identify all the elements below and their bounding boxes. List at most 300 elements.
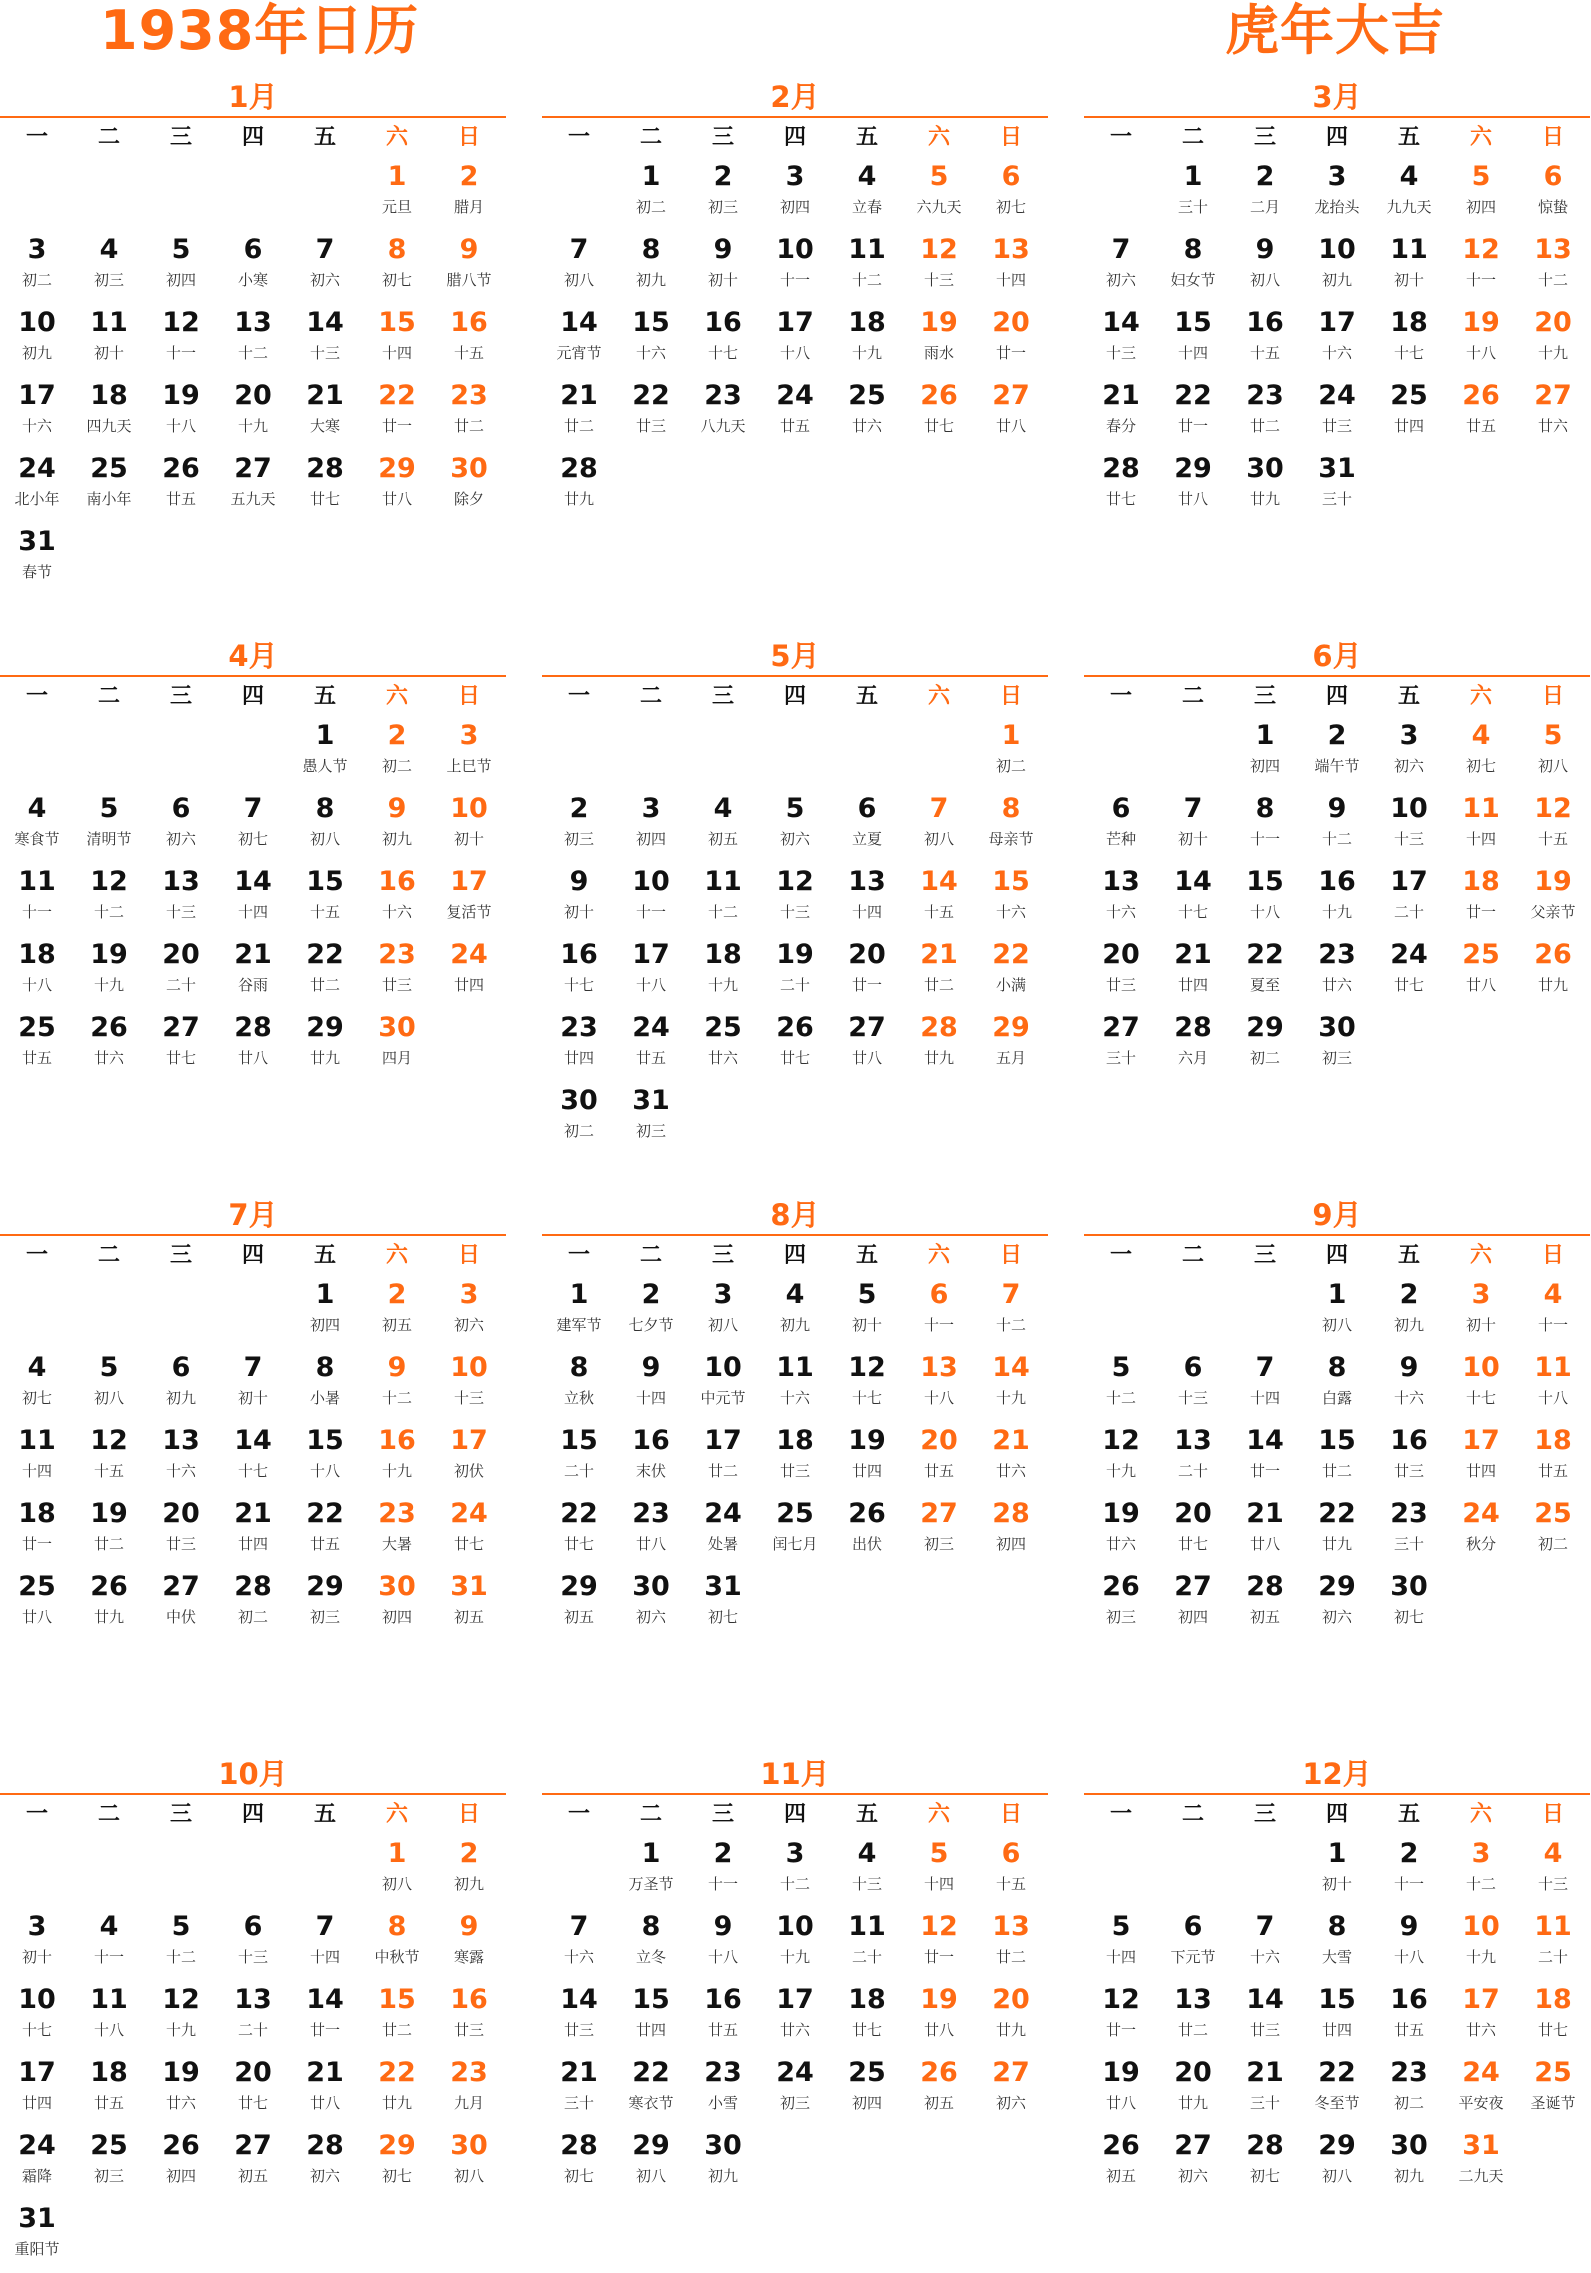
day-number: 1 [1327, 1838, 1347, 1869]
day-cell [145, 936, 217, 1009]
day-cell [903, 936, 975, 1009]
lunar-label: 初六 [1393, 757, 1424, 775]
lunar-label: 初二 [563, 1122, 594, 1140]
weekday-label: 一 [567, 125, 590, 150]
day-cell [145, 863, 217, 936]
lunar-label: 十六 [635, 344, 666, 362]
day-cell [1517, 1981, 1589, 2054]
day-number: 10 [1390, 793, 1428, 824]
day-number: 4 [1399, 161, 1419, 192]
day-cell [1445, 1495, 1517, 1568]
day-cell [975, 304, 1047, 377]
day-number: 29 [306, 1012, 344, 1043]
day-number: 14 [560, 307, 598, 338]
day-number: 14 [1102, 307, 1140, 338]
lunar-label: 四九天 [86, 417, 132, 435]
day-cell [903, 1981, 975, 2054]
day-number: 2 [387, 1279, 407, 1310]
day-number: 5 [171, 234, 191, 265]
lunar-label: 立冬 [635, 1948, 666, 1966]
day-number: 28 [306, 2130, 344, 2161]
day-cell [543, 790, 615, 863]
lunar-label: 廿一 [1249, 1462, 1280, 1480]
day-number: 2 [641, 1279, 661, 1310]
day-cell [361, 863, 433, 936]
lunar-label: 十四 [995, 271, 1026, 289]
day-number: 26 [1534, 939, 1572, 970]
lunar-label: 初五 [453, 1608, 484, 1626]
lunar-label: 元旦 [381, 198, 412, 216]
lunar-label: 十九 [779, 1948, 810, 1966]
day-cell [1085, 450, 1157, 523]
day-number: 13 [920, 1352, 958, 1383]
day-cell [975, 936, 1047, 1009]
day-cell [145, 1568, 217, 1641]
day-cell [1445, 717, 1517, 790]
lunar-label: 初三 [1321, 1049, 1352, 1067]
lunar-label: 初六 [165, 830, 196, 848]
empty-cell [217, 1276, 289, 1349]
day-number: 20 [234, 2057, 272, 2088]
lunar-label: 初八 [309, 830, 340, 848]
day-grid [0, 158, 506, 596]
lunar-label: 上巳节 [446, 757, 492, 775]
day-number: 24 [776, 2057, 814, 2088]
day-number: 12 [162, 1984, 200, 2015]
lunar-label: 廿三 [165, 1535, 196, 1553]
day-cell [1157, 790, 1229, 863]
lunar-label: 初九 [635, 271, 666, 289]
day-cell [543, 1908, 615, 1981]
day-number: 18 [1534, 1425, 1572, 1456]
day-cell [1445, 1349, 1517, 1422]
lunar-label: 廿三 [1249, 2021, 1280, 2039]
day-number: 22 [306, 1498, 344, 1529]
lunar-label: 初六 [635, 1608, 666, 1626]
day-cell [361, 450, 433, 523]
day-number: 29 [992, 1012, 1030, 1043]
day-number: 12 [90, 1425, 128, 1456]
lunar-label: 立春 [851, 198, 882, 216]
empty-cell [145, 1835, 217, 1908]
day-cell [759, 2054, 831, 2127]
day-number: 24 [450, 1498, 488, 1529]
lunar-label: 初七 [381, 271, 412, 289]
day-cell [1301, 1349, 1373, 1422]
day-number: 30 [1318, 1012, 1356, 1043]
weekday-label: 三 [1253, 125, 1276, 150]
lunar-label: 廿九 [93, 1608, 124, 1626]
day-cell [433, 790, 505, 863]
day-number: 22 [992, 939, 1030, 970]
day-number: 3 [459, 1279, 479, 1310]
day-cell [543, 377, 615, 450]
day-cell [1373, 304, 1445, 377]
day-cell [975, 377, 1047, 450]
lunar-label: 十二 [1465, 1875, 1496, 1893]
day-cell [1, 231, 73, 304]
weekday-label: 二 [639, 1243, 662, 1268]
day-cell [217, 1981, 289, 2054]
lunar-label: 廿五 [165, 490, 196, 508]
lunar-label: 十五 [923, 903, 954, 921]
day-cell [73, 377, 145, 450]
lunar-label: 初八 [923, 830, 954, 848]
lunar-label: 廿六 [93, 1049, 124, 1067]
day-number: 12 [1102, 1425, 1140, 1456]
day-grid [0, 1835, 506, 2273]
empty-cell [831, 717, 903, 790]
lunar-label: 十一 [923, 1316, 954, 1334]
day-number: 8 [1255, 793, 1275, 824]
day-cell [1373, 2054, 1445, 2127]
lunar-label: 廿一 [1465, 903, 1496, 921]
lunar-label: 十四 [635, 1389, 666, 1407]
lunar-label: 廿八 [381, 490, 412, 508]
month-block [1084, 78, 1590, 523]
day-number: 20 [920, 1425, 958, 1456]
lunar-label: 廿三 [1321, 417, 1352, 435]
weekday-label: 三 [169, 1243, 192, 1268]
day-cell [1301, 1495, 1373, 1568]
day-cell [1085, 1009, 1157, 1082]
lunar-label: 初十 [1321, 1875, 1352, 1893]
lunar-label: 十四 [309, 1948, 340, 1966]
day-number: 24 [18, 453, 56, 484]
lunar-label: 廿七 [923, 417, 954, 435]
lunar-label: 廿二 [707, 1462, 738, 1480]
day-number: 20 [992, 307, 1030, 338]
day-cell [1, 1349, 73, 1422]
day-number: 23 [704, 2057, 742, 2088]
lunar-label: 初八 [1537, 757, 1568, 775]
lunar-label: 初九 [1393, 2167, 1424, 2185]
lunar-label: 廿八 [1177, 490, 1208, 508]
day-number: 22 [1174, 380, 1212, 411]
day-cell [831, 1422, 903, 1495]
weekday-label: 三 [711, 1243, 734, 1268]
lunar-label: 十八 [707, 1948, 738, 1966]
lunar-label: 初十 [21, 1948, 52, 1966]
day-cell [543, 1495, 615, 1568]
lunar-label: 十四 [1105, 1948, 1136, 1966]
day-number: 26 [920, 2057, 958, 2088]
day-cell [615, 863, 687, 936]
weekday-header [542, 1236, 1048, 1276]
day-cell [289, 1422, 361, 1495]
day-cell [1, 2127, 73, 2200]
day-number: 2 [459, 161, 479, 192]
day-number: 25 [90, 453, 128, 484]
lunar-label: 北小年 [14, 490, 60, 508]
day-number: 3 [1471, 1838, 1491, 1869]
lunar-label: 初六 [1321, 1608, 1352, 1626]
day-number: 29 [306, 1571, 344, 1602]
lunar-label: 谷雨 [237, 976, 268, 994]
day-cell [1517, 1422, 1589, 1495]
day-number: 8 [641, 1911, 661, 1942]
day-number: 3 [459, 720, 479, 751]
day-cell [1445, 377, 1517, 450]
lunar-label: 初二 [995, 757, 1026, 775]
lunar-label: 廿六 [1537, 417, 1568, 435]
weekday-label: 二 [639, 684, 662, 709]
day-cell [975, 863, 1047, 936]
empty-cell [73, 717, 145, 790]
day-number: 25 [848, 2057, 886, 2088]
day-number: 25 [776, 1498, 814, 1529]
day-cell [289, 231, 361, 304]
day-cell [615, 1349, 687, 1422]
day-number: 6 [1001, 1838, 1021, 1869]
lunar-label: 初二 [635, 198, 666, 216]
lunar-label: 中秋节 [374, 1948, 420, 1966]
day-cell [1517, 304, 1589, 377]
day-number: 25 [18, 1571, 56, 1602]
day-number: 19 [1462, 307, 1500, 338]
weekday-label: 四 [1325, 684, 1348, 709]
day-cell [145, 1495, 217, 1568]
weekday-label: 一 [1109, 1802, 1132, 1827]
day-cell [759, 1276, 831, 1349]
lunar-label: 初九 [779, 1316, 810, 1334]
day-cell [289, 936, 361, 1009]
day-number: 28 [234, 1012, 272, 1043]
weekday-label: 二 [1181, 684, 1204, 709]
day-number: 20 [162, 1498, 200, 1529]
lunar-label: 廿九 [309, 1049, 340, 1067]
empty-cell [217, 158, 289, 231]
day-cell [289, 790, 361, 863]
day-cell [289, 304, 361, 377]
day-cell [1229, 863, 1301, 936]
lunar-label: 廿三 [1105, 976, 1136, 994]
month-block [1084, 1755, 1590, 2200]
day-cell [1157, 863, 1229, 936]
day-number: 5 [785, 793, 805, 824]
day-cell [289, 377, 361, 450]
day-number: 17 [18, 2057, 56, 2088]
day-number: 15 [1318, 1425, 1356, 1456]
day-cell [361, 1908, 433, 1981]
day-number: 13 [162, 1425, 200, 1456]
day-number: 21 [1102, 380, 1140, 411]
day-cell [615, 231, 687, 304]
day-number: 12 [162, 307, 200, 338]
lunar-label: 十九 [995, 1389, 1026, 1407]
lunar-label: 大寒 [309, 417, 340, 435]
day-number: 30 [1390, 1571, 1428, 1602]
lunar-label: 初六 [309, 271, 340, 289]
day-cell [1, 523, 73, 596]
day-number: 28 [992, 1498, 1030, 1529]
day-number: 23 [378, 939, 416, 970]
day-cell [1157, 158, 1229, 231]
day-number: 14 [1246, 1984, 1284, 2015]
month-name: 4月 [0, 637, 506, 677]
day-number: 2 [1399, 1838, 1419, 1869]
day-number: 15 [306, 866, 344, 897]
day-cell [1085, 2127, 1157, 2200]
lunar-label: 廿五 [1465, 417, 1496, 435]
day-cell [1517, 158, 1589, 231]
empty-cell [73, 1276, 145, 1349]
weekday-label: 六 [1469, 1802, 1492, 1827]
day-cell [1229, 1422, 1301, 1495]
day-cell [1301, 1908, 1373, 1981]
lunar-label: 廿五 [1393, 2021, 1424, 2039]
day-number: 6 [1183, 1911, 1203, 1942]
day-cell [73, 790, 145, 863]
day-number: 15 [632, 307, 670, 338]
weekday-label: 四 [783, 1243, 806, 1268]
day-cell [615, 2127, 687, 2200]
lunar-label: 十一 [93, 1948, 124, 1966]
day-number: 9 [387, 1352, 407, 1383]
day-number: 20 [1174, 1498, 1212, 1529]
lunar-label: 初五 [1249, 1608, 1280, 1626]
day-cell [687, 1349, 759, 1422]
day-cell [903, 1835, 975, 1908]
weekday-header [1084, 1795, 1590, 1835]
day-cell [1517, 231, 1589, 304]
day-grid [542, 717, 1048, 1155]
day-cell [1229, 231, 1301, 304]
day-cell [975, 1422, 1047, 1495]
day-cell [1373, 1422, 1445, 1495]
empty-cell [1229, 1276, 1301, 1349]
day-cell [687, 1568, 759, 1641]
day-number: 23 [1390, 2057, 1428, 2088]
day-cell [975, 158, 1047, 231]
lunar-label: 十三 [851, 1875, 882, 1893]
day-number: 2 [387, 720, 407, 751]
day-cell [1229, 158, 1301, 231]
weekday-label: 日 [1541, 1243, 1564, 1268]
weekday-label: 二 [639, 1802, 662, 1827]
lunar-label: 处暑 [707, 1535, 738, 1553]
day-number: 16 [1318, 866, 1356, 897]
day-number: 20 [1534, 307, 1572, 338]
day-number: 17 [632, 939, 670, 970]
lunar-label: 重阳节 [14, 2240, 60, 2258]
day-cell [831, 158, 903, 231]
lunar-label: 十二 [1321, 830, 1352, 848]
day-number: 13 [992, 1911, 1030, 1942]
day-number: 12 [848, 1352, 886, 1383]
weekday-label: 六 [385, 125, 408, 150]
weekday-label: 三 [169, 1802, 192, 1827]
day-number: 10 [450, 1352, 488, 1383]
lunar-label: 三十 [1249, 2094, 1280, 2112]
day-number: 27 [848, 1012, 886, 1043]
lunar-label: 三十 [563, 2094, 594, 2112]
weekday-label: 一 [1109, 125, 1132, 150]
lunar-label: 十七 [1177, 903, 1208, 921]
day-number: 3 [1399, 720, 1419, 751]
day-cell [73, 2127, 145, 2200]
day-cell [1517, 1908, 1589, 1981]
day-number: 8 [315, 793, 335, 824]
day-number: 13 [848, 866, 886, 897]
weekday-header [1084, 1236, 1590, 1276]
day-number: 25 [1462, 939, 1500, 970]
day-cell [687, 1422, 759, 1495]
day-number: 31 [704, 1571, 742, 1602]
lunar-label: 十二 [1105, 1389, 1136, 1407]
day-cell [1, 1568, 73, 1641]
day-cell [975, 1981, 1047, 2054]
lunar-label: 廿四 [851, 1462, 882, 1480]
lunar-label: 廿一 [21, 1535, 52, 1553]
lunar-label: 霜降 [21, 2167, 52, 2185]
day-number: 25 [704, 1012, 742, 1043]
lunar-label: 初九 [1321, 271, 1352, 289]
lunar-label: 十八 [635, 976, 666, 994]
day-number: 29 [378, 2130, 416, 2161]
lunar-label: 十九 [93, 976, 124, 994]
day-cell [543, 450, 615, 523]
day-cell [1, 2054, 73, 2127]
day-number: 15 [378, 1984, 416, 2015]
lunar-label: 廿九 [563, 490, 594, 508]
lunar-label: 初八 [635, 2167, 666, 2185]
day-cell [1229, 377, 1301, 450]
day-number: 14 [306, 307, 344, 338]
day-number: 14 [306, 1984, 344, 2015]
lunar-label: 夏至 [1249, 976, 1280, 994]
lunar-label: 初三 [93, 271, 124, 289]
day-cell [1517, 717, 1589, 790]
day-number: 4 [99, 1911, 119, 1942]
day-cell [145, 304, 217, 377]
lunar-label: 廿五 [93, 2094, 124, 2112]
day-cell [831, 1981, 903, 2054]
day-number: 6 [857, 793, 877, 824]
lunar-label: 廿三 [563, 2021, 594, 2039]
day-cell [903, 790, 975, 863]
lunar-label: 廿二 [309, 976, 340, 994]
day-cell [903, 377, 975, 450]
day-number: 16 [378, 1425, 416, 1456]
weekday-label: 三 [711, 684, 734, 709]
weekday-label: 二 [97, 684, 120, 709]
lunar-label: 廿四 [635, 2021, 666, 2039]
lunar-label: 廿九 [1321, 1535, 1352, 1553]
day-number: 27 [992, 2057, 1030, 2088]
day-number: 14 [992, 1352, 1030, 1383]
day-number: 22 [378, 2057, 416, 2088]
lunar-label: 十八 [1465, 344, 1496, 362]
day-number: 10 [632, 866, 670, 897]
day-number: 4 [1543, 1279, 1563, 1310]
lunar-label: 廿九 [1177, 2094, 1208, 2112]
day-number: 4 [857, 161, 877, 192]
weekday-label: 四 [1325, 1802, 1348, 1827]
day-number: 21 [234, 1498, 272, 1529]
day-cell [687, 1835, 759, 1908]
day-number: 24 [1318, 380, 1356, 411]
day-number: 9 [1327, 793, 1347, 824]
day-cell [1085, 1568, 1157, 1641]
weekday-label: 三 [1253, 1243, 1276, 1268]
day-cell [433, 1568, 505, 1641]
day-cell [433, 158, 505, 231]
day-cell [1373, 2127, 1445, 2200]
day-number: 22 [1246, 939, 1284, 970]
day-cell [831, 377, 903, 450]
day-cell [687, 304, 759, 377]
